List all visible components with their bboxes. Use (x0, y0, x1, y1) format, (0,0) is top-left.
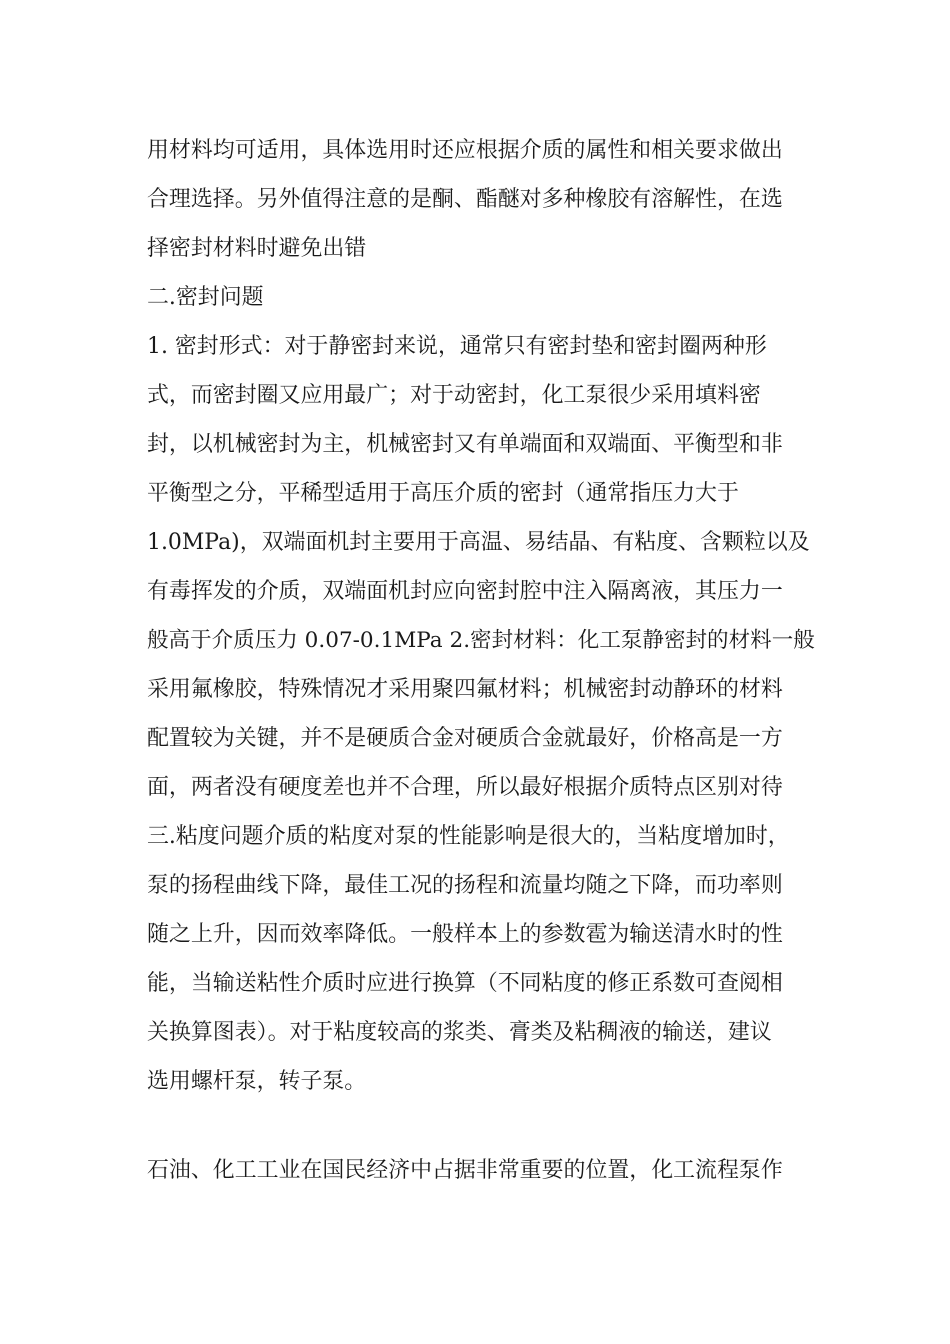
text-line: 面，两者没有硬度差也并不合理，所以最好根据介质特点区别对待 (147, 775, 783, 800)
text-line: 二.密封问题 (147, 285, 264, 310)
text-line: 封，以机械密封为主，机械密封又有单端面和双端面、平衡型和非 (147, 432, 783, 457)
text-line: 采用氟橡胶，特殊情况才采用聚四氟材料；机械密封动静环的材料 (147, 677, 783, 702)
text-line: 泵的扬程曲线下降，最佳工况的扬程和流量均随之下降，而功率则 (147, 873, 783, 898)
text-line: 合理选择。另外值得注意的是酮、酯醚对多种橡胶有溶解性，在选 (147, 187, 783, 212)
text-line: 1. 密封形式：对于静密封来说，通常只有密封垫和密封圈两种形 (147, 334, 767, 359)
text-line: 能，当输送粘性介质时应进行换算（不同粘度的修正系数可查阅相 (147, 971, 783, 996)
text-line: 用材料均可适用，具体选用时还应根据介质的属性和相关要求做出 (147, 138, 783, 163)
text-line: 1.0MPa)，双端面机封主要用于高温、易结晶、有粘度、含颗粒以及 (147, 530, 810, 555)
text-line: 式，而密封圈又应用最广；对于动密封，化工泵很少采用填料密 (147, 383, 761, 408)
text-line: 选用螺杆泵，转子泵。 (147, 1069, 367, 1094)
text-line: 择密封材料时避免出错 (147, 236, 367, 261)
text-line: 随之上升，因而效率降低。一般样本上的参数雹为输送清水时的性 (147, 922, 783, 947)
text-line: 石油、化工工业在国民经济中占据非常重要的位置，化工流程泵作 (147, 1158, 783, 1183)
text-line: 关换算图表）。对于粘度较高的浆类、膏类及粘稠液的输送，建议 (147, 1020, 772, 1045)
text-line: 有毒挥发的介质，双端面机封应向密封腔中注入隔离液，其压力一 (147, 579, 783, 604)
text-line: 三.粘度问题介质的粘度对泵的性能影响是很大的，当粘度增加时， (147, 824, 790, 849)
text-line: 般高于介质压力 0.07-0.1MPa 2.密封材料：化工泵静密封的材料一般 (147, 628, 815, 653)
text-line: 配置较为关键，并不是硬质合金对硬质合金就最好，价格高是一方 (147, 726, 783, 751)
text-line: 平衡型之分，平稀型适用于高压介质的密封（通常指压力大于 (147, 481, 739, 506)
body-text-block (147, 126, 817, 1106)
body-text-block-next (147, 1146, 817, 1195)
